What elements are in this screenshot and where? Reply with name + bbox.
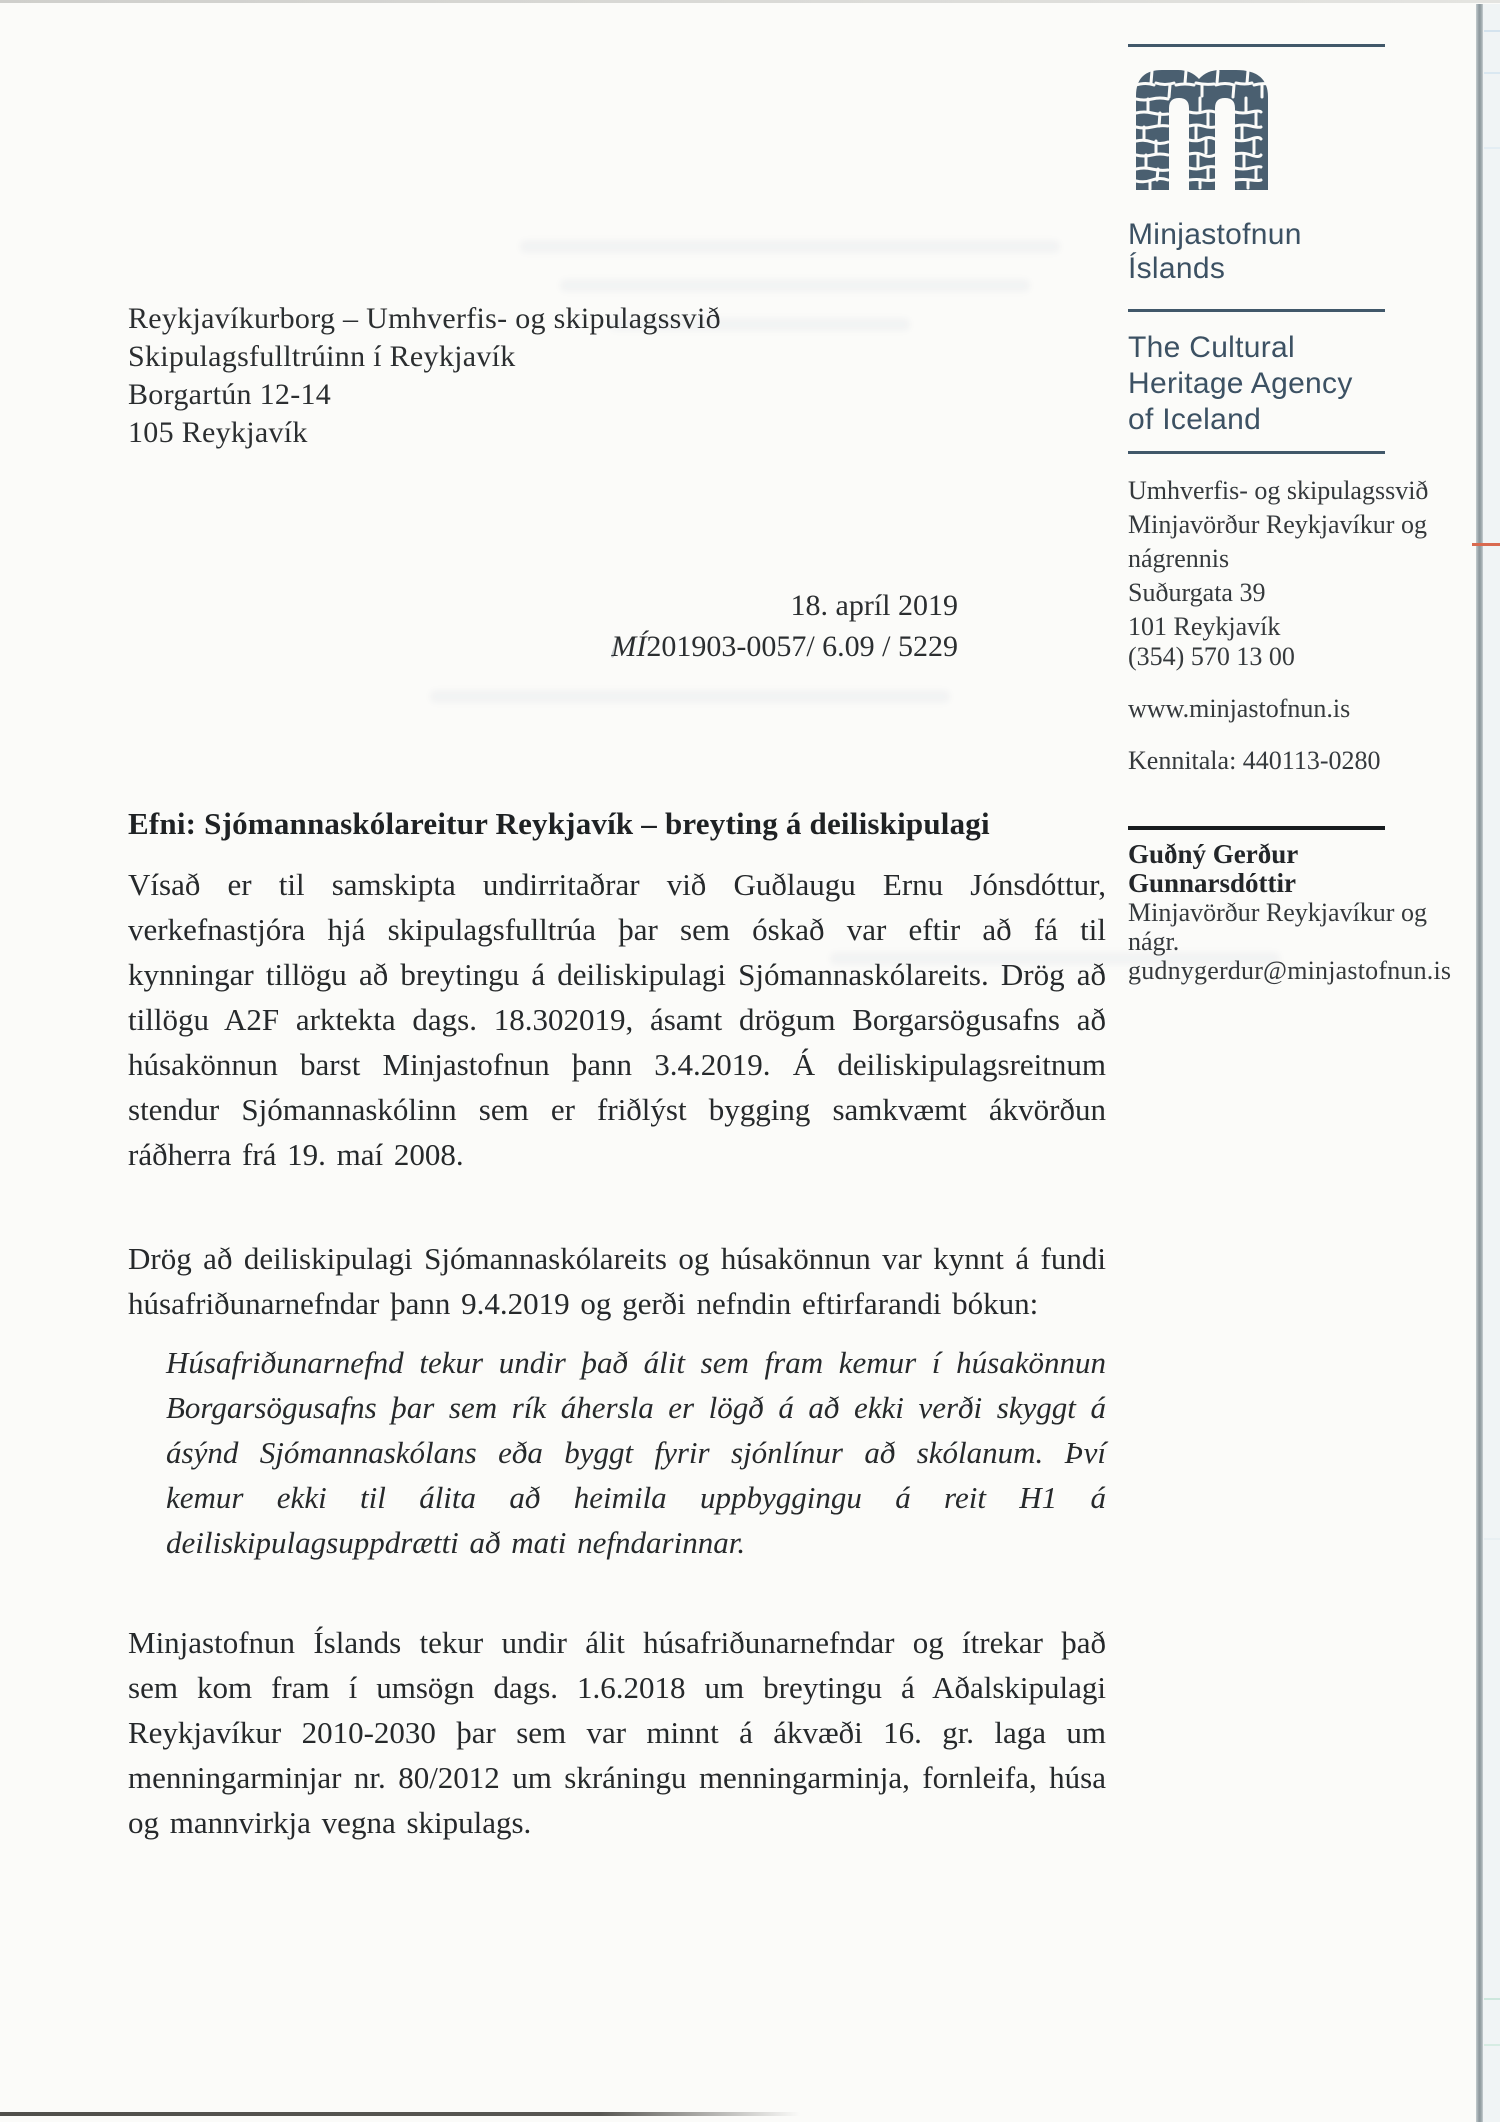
recipient-line: Borgartún 12-14 [128, 378, 332, 411]
recipient-line: Skipulagsfulltrúinn í Reykjavík [128, 340, 516, 373]
recipient-line: 105 Reykjavík [128, 416, 308, 449]
scan-tick [1484, 1998, 1500, 2000]
scan-edge-line [1476, 4, 1483, 2122]
logo-top-rule [1128, 44, 1385, 47]
scan-top-edge-line [0, 0, 1500, 3]
website-url: www.minjastofnun.is [1128, 694, 1351, 723]
org-divider-rule [1128, 309, 1385, 312]
org-name-line: Íslands [1128, 252, 1226, 285]
body-paragraph-3: Minjastofnun Íslands tekur undir álit húsafriðunarnefndar og ítrekar það sem kom fram í umsögn dags. 1.6.2018 um breytingu á Aðalskipulagi Reykjavíkur 2010-2030 þar sem var minnt á ákvæði 16. gr. laga um menningarminjar nr. 80/2012 um skráningu menningarminja, fornleifa, húsa og mannvirkja vegna skipulags. [128, 1625, 1106, 1840]
tagline-divider-rule [1128, 451, 1385, 454]
org-name-line: Minjastofnun [1128, 218, 1302, 251]
recipient-line: Reykjavíkurborg – Umhverfis- og skipulagssvið [128, 302, 721, 335]
agency-address-line: Umhverfis- og skipulagssvið [1128, 476, 1429, 505]
org-tagline-line: The Cultural [1128, 331, 1296, 364]
letter-date: 18. apríl 2019 [790, 589, 958, 622]
scan-paper-edge-strip [1483, 4, 1500, 2122]
org-tagline [1128, 330, 1353, 438]
scan-tick [1484, 72, 1500, 74]
kennitala: Kennitala: 440113-0280 [1128, 746, 1381, 775]
scan-tick [1484, 30, 1500, 32]
date-reference-block [440, 585, 958, 667]
contact-divider-rule [1128, 826, 1385, 830]
recipient-address [128, 300, 721, 452]
subject-line: Efni: Sjómannaskólareitur Reykjavík – breyting á deiliskipulagi [128, 806, 990, 841]
scan-tick [1484, 2044, 1500, 2046]
contact-name-line: Gunnarsdóttir [1128, 868, 1297, 898]
scan-tick [1484, 147, 1500, 149]
agency-address-line: nágrennis [1128, 544, 1230, 573]
stone-m-icon [1128, 64, 1276, 190]
phone-number: (354) 570 13 00 [1128, 642, 1295, 671]
reference-number [440, 626, 958, 667]
contact-block [1128, 840, 1451, 985]
committee-resolution-blockquote: Húsafriðunarnefnd tekur undir það álit sem fram kemur í húsakönnun Borgarsögusafns þar sem rík áhersla er lögð á að ekki verði skyggt á ásýnd Sjómannaskólans eða byggt fyrir sjónlínur að skólanum. Því kemur ekki til álita að heimila uppbyggingu á reit H1 á deiliskipulagsuppdrætti að mati nefndarinnar. [166, 1345, 1106, 1560]
contact-title-line: nágr. [1128, 927, 1180, 956]
org-tagline-line: Heritage Agency [1128, 367, 1353, 400]
scan-tick [1484, 1538, 1500, 1540]
contact-name-line: Guðný Gerður [1128, 839, 1299, 869]
reference-rest: 201903-0057/ 6.09 / 5229 [646, 630, 958, 663]
body-paragraph-2: Drög að deiliskipulagi Sjómannaskólareits og húsakönnun var kynnt á fundi húsafriðunarnefndar þann 9.4.2019 og gerði nefndin eftirfarandi bókun: [128, 1241, 1106, 1321]
org-name [1128, 218, 1302, 286]
body-paragraph-1: Vísað er til samskipta undirritaðrar við Guðlaugu Ernu Jónsdóttur, verkefnastjóra hjá skipulagsfulltrúa þar sem óskað var eftir að fá til kynningar tillögu að breytingu á deiliskipulagi Sjómannaskólareits. Drög að tillögu A2F arktekta dags. 18.302019, ásamt drögum Borgarsögusafns að húsakönnun barst Minjastofnun þann 3.4.2019. Á deiliskipulagsreitnum stendur Sjómannaskólinn sem er friðlýst bygging samkvæmt ákvörðun ráðherra frá 19. maí 2008. [128, 867, 1106, 1172]
agency-address-line: 101 Reykjavík [1128, 612, 1281, 641]
org-tagline-line: of Iceland [1128, 403, 1262, 436]
agency-address-line: Suðurgata 39 [1128, 578, 1266, 607]
reference-prefix: MÍ [611, 630, 647, 663]
agency-address [1128, 474, 1428, 644]
contact-title-line: Minjavörður Reykjavíkur og [1128, 898, 1427, 927]
ghost-artifact [430, 690, 990, 729]
red-registration-tick [1472, 543, 1500, 546]
agency-address-line: Minjavörður Reykjavíkur og [1128, 510, 1427, 539]
contact-email: gudnygerdur@minjastofnun.is [1128, 956, 1452, 985]
bottom-scan-line [0, 2112, 800, 2116]
